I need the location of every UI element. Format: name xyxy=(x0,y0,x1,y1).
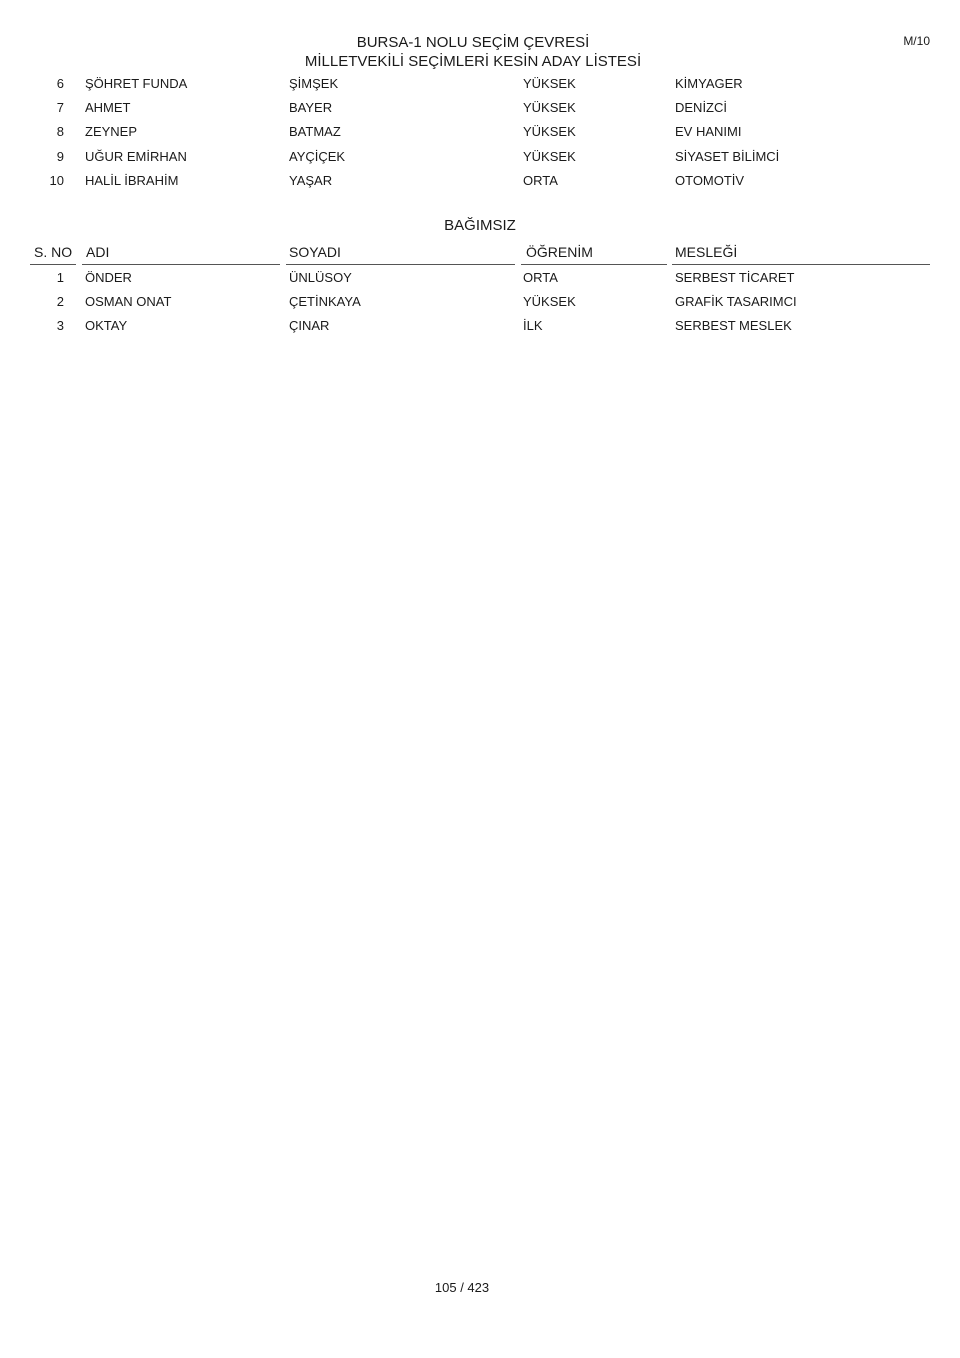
candidate-education: ORTA xyxy=(523,270,558,285)
candidate-name: AHMET xyxy=(85,100,131,115)
candidate-education: YÜKSEK xyxy=(523,100,576,115)
header-divider xyxy=(521,264,667,265)
candidate-profession: SERBEST TİCARET xyxy=(675,270,795,285)
page-title-line2: MİLLETVEKİLİ SEÇİMLERİ KESİN ADAY LİSTESİ xyxy=(304,53,642,70)
candidate-name: ZEYNEP xyxy=(85,124,138,139)
candidate-surname: BAYER xyxy=(289,100,333,115)
candidate-name: HALİL İBRAHİM xyxy=(85,173,179,188)
candidate-education: YÜKSEK xyxy=(523,149,576,164)
candidate-education: YÜKSEK xyxy=(523,124,576,139)
header-divider xyxy=(672,264,930,265)
candidate-education: YÜKSEK xyxy=(523,294,576,309)
header-divider xyxy=(82,264,280,265)
candidate-name: ŞÖHRET FUNDA xyxy=(85,76,188,91)
candidate-name: ÖNDER xyxy=(85,270,132,285)
form-code: M/10 xyxy=(903,34,930,48)
candidate-education: ORTA xyxy=(523,173,558,188)
candidate-profession: OTOMOTİV xyxy=(675,173,745,188)
column-header-surname: SOYADI xyxy=(289,244,341,260)
header-divider xyxy=(30,264,76,265)
row-number: 1 xyxy=(56,270,64,285)
candidate-surname: ÜNLÜSOY xyxy=(289,270,352,285)
column-header-no: S. NO xyxy=(34,244,73,260)
section-title-independent: BAĞIMSIZ xyxy=(444,217,516,234)
row-number: 7 xyxy=(56,100,64,115)
candidate-profession: SİYASET BİLİMCİ xyxy=(675,149,780,164)
candidate-profession: EV HANIMI xyxy=(675,124,742,139)
candidate-surname: ŞİMŞEK xyxy=(289,76,339,91)
row-number: 3 xyxy=(56,318,64,333)
header-divider xyxy=(286,264,515,265)
candidate-profession: GRAFİK TASARIMCI xyxy=(675,294,797,309)
candidate-surname: AYÇİÇEK xyxy=(289,149,346,164)
candidate-surname: ÇETİNKAYA xyxy=(289,294,361,309)
candidate-surname: BATMAZ xyxy=(289,124,341,139)
column-header-profession: MESLEĞİ xyxy=(675,244,738,260)
candidate-education: İLK xyxy=(523,318,543,333)
candidate-profession: SERBEST MESLEK xyxy=(675,318,792,333)
candidate-name: UĞUR EMİRHAN xyxy=(85,149,187,164)
column-header-education: ÖĞRENİM xyxy=(526,244,593,260)
candidate-education: YÜKSEK xyxy=(523,76,576,91)
row-number: 10 xyxy=(49,173,64,188)
candidate-profession: DENİZCİ xyxy=(675,100,727,115)
candidate-name: OSMAN ONAT xyxy=(85,294,172,309)
page-indicator: 105 / 423 xyxy=(434,1280,490,1295)
row-number: 6 xyxy=(56,76,64,91)
candidate-surname: ÇINAR xyxy=(289,318,330,333)
candidate-name: OKTAY xyxy=(85,318,128,333)
row-number: 2 xyxy=(56,294,64,309)
candidate-surname: YAŞAR xyxy=(289,173,333,188)
candidate-profession: KİMYAGER xyxy=(675,76,743,91)
row-number: 8 xyxy=(56,124,64,139)
row-number: 9 xyxy=(56,149,64,164)
page-title-line1: BURSA-1 NOLU SEÇİM ÇEVRESİ xyxy=(356,34,590,51)
column-header-name: ADI xyxy=(86,244,110,260)
